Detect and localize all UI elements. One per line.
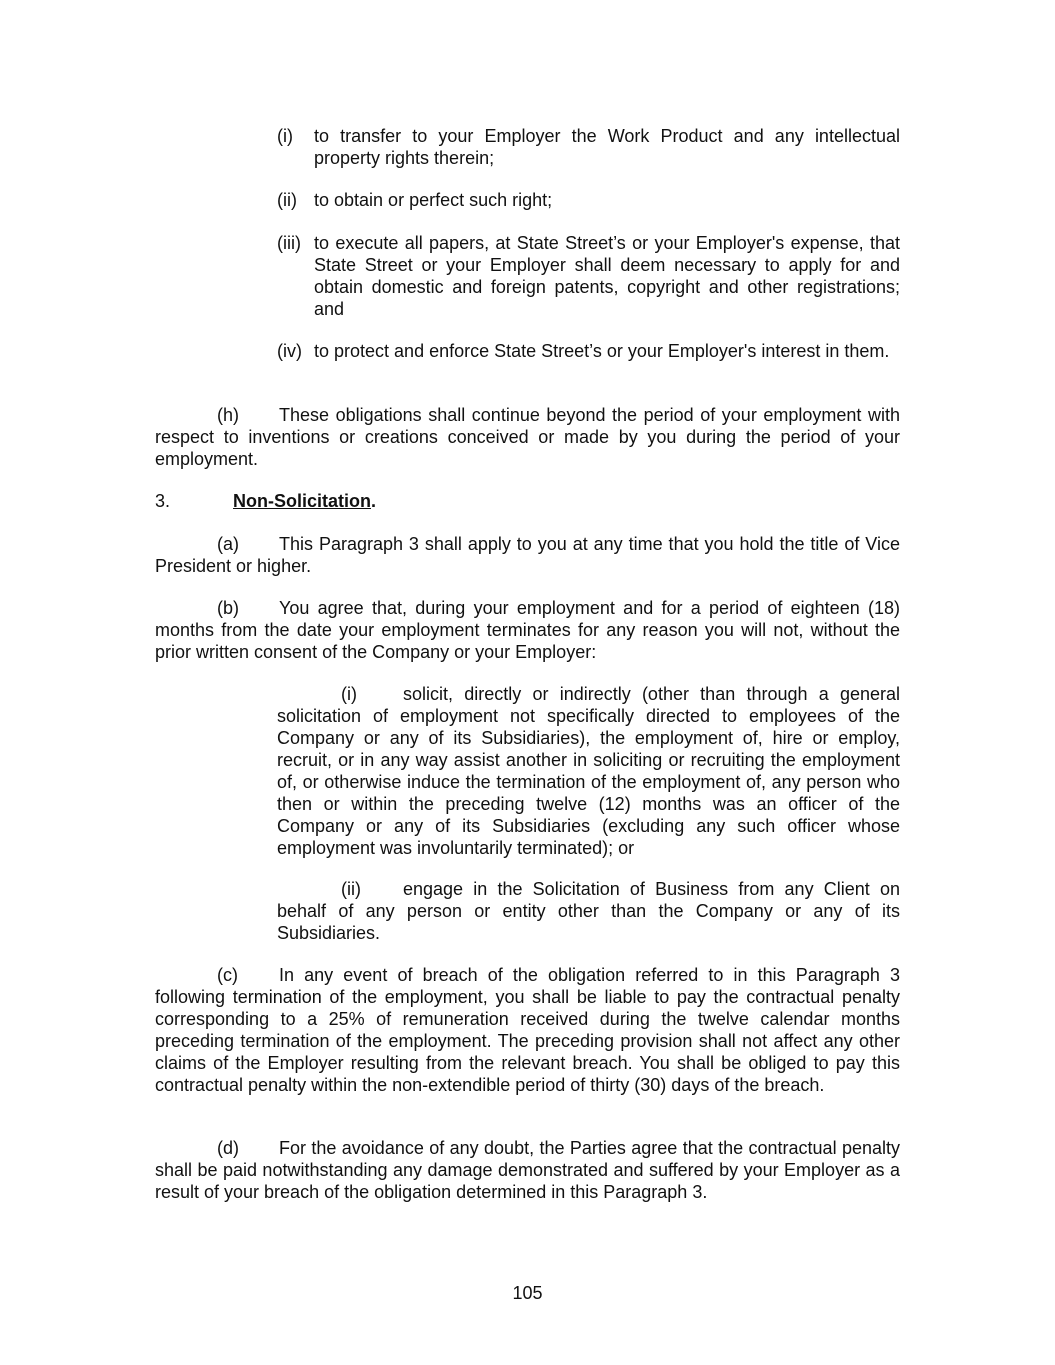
sub-item-i [277,683,900,859]
paragraph-text: This Paragraph 3 shall apply to you at any time that you hold the title of Vice President or higher. [155,534,900,576]
list-item-text: to transfer to your Employer the Work Product and any intellectual property rights therein; [314,126,900,168]
list-marker: (iv) [277,341,302,361]
list-item-text: to protect and enforce State Street’s or your Employer's interest in them. [314,341,890,361]
list-item-text: to execute all papers, at State Street’s or your Employer's expense, that State Street or your Employer shall deem necessary to apply for and obtain domestic and foreign patents, copyright and other registrations; and [314,233,900,319]
paragraph-text: In any event of breach of the obligation referred to in this Paragraph 3 following termination of the employment, you shall be liable to pay the contractual penalty corresponding to a 25% of remuneration received during the twelve calendar months preceding termination of the employment. The preceding provision shall not affect any other claims of the Employer resulting from the relevant breach. You shall be obliged to pay this contractual penalty within the non-extendible period of thirty (30) days of the breach. [155,965,900,1095]
roman-list-item [277,125,900,169]
paragraph-text: For the avoidance of any doubt, the Parties agree that the contractual penalty shall be paid notwithstanding any damage demonstrated and suffered by your Employer as a result of your breach of the obligation determined in this Paragraph 3. [155,1138,900,1202]
paragraph-lead: (h) [217,405,239,425]
paragraph-b [155,597,900,663]
paragraph-h [155,404,900,470]
paragraph-d [155,1137,900,1203]
sub-item-ii [277,878,900,944]
paragraph-lead: (b) [217,598,239,618]
roman-list-item [277,340,900,362]
paragraph-text: These obligations shall continue beyond the period of your employment with respect to inventions or creations conceived or made by you during the period of your employment. [155,405,900,469]
sub-item-lead: (i) [341,684,357,704]
paragraph-lead: (a) [217,534,239,554]
sub-item-text: engage in the Solicitation of Business from any Client on behalf of any person or entity other than the Company or any of its Subsidiaries. [277,879,900,943]
list-marker: (ii) [277,190,297,210]
roman-list-item [277,189,900,211]
page-number: 105 [512,1283,543,1303]
list-marker: (iii) [277,233,301,253]
paragraph-a [155,533,900,577]
list-item-text: to obtain or perfect such right; [314,190,553,210]
paragraph-c [155,964,900,1096]
sub-item-lead: (ii) [341,879,361,899]
paragraph-lead: (c) [217,965,238,985]
paragraph-text: You agree that, during your employment and for a period of eighteen (18) months from the date your employment terminates for any reason you will not, without the prior written consent of the Company or your Employer: [155,598,900,662]
section-title-period: . [371,491,377,511]
sub-item-text: solicit, directly or indirectly (other than through a general solicitation of employment not specifically directed to employees of the Company or any of its Subsidiaries), the employment of, hire or employ, recruit, or in any way assist another in soliciting or recruiting the employment of, or otherwise induce the termination of the employment of, any person who then or within the preceding twelve (12) months was an officer of the Company or any of its Subsidiaries (excluding any such officer whose employment was involuntarily terminated); or [277,684,900,858]
paragraph-lead: (d) [217,1138,239,1158]
list-marker: (i) [277,126,293,146]
section-number: 3. [155,491,171,511]
section-title: Non-Solicitation [233,491,371,511]
roman-list-item [277,232,900,320]
section-heading [155,490,376,512]
